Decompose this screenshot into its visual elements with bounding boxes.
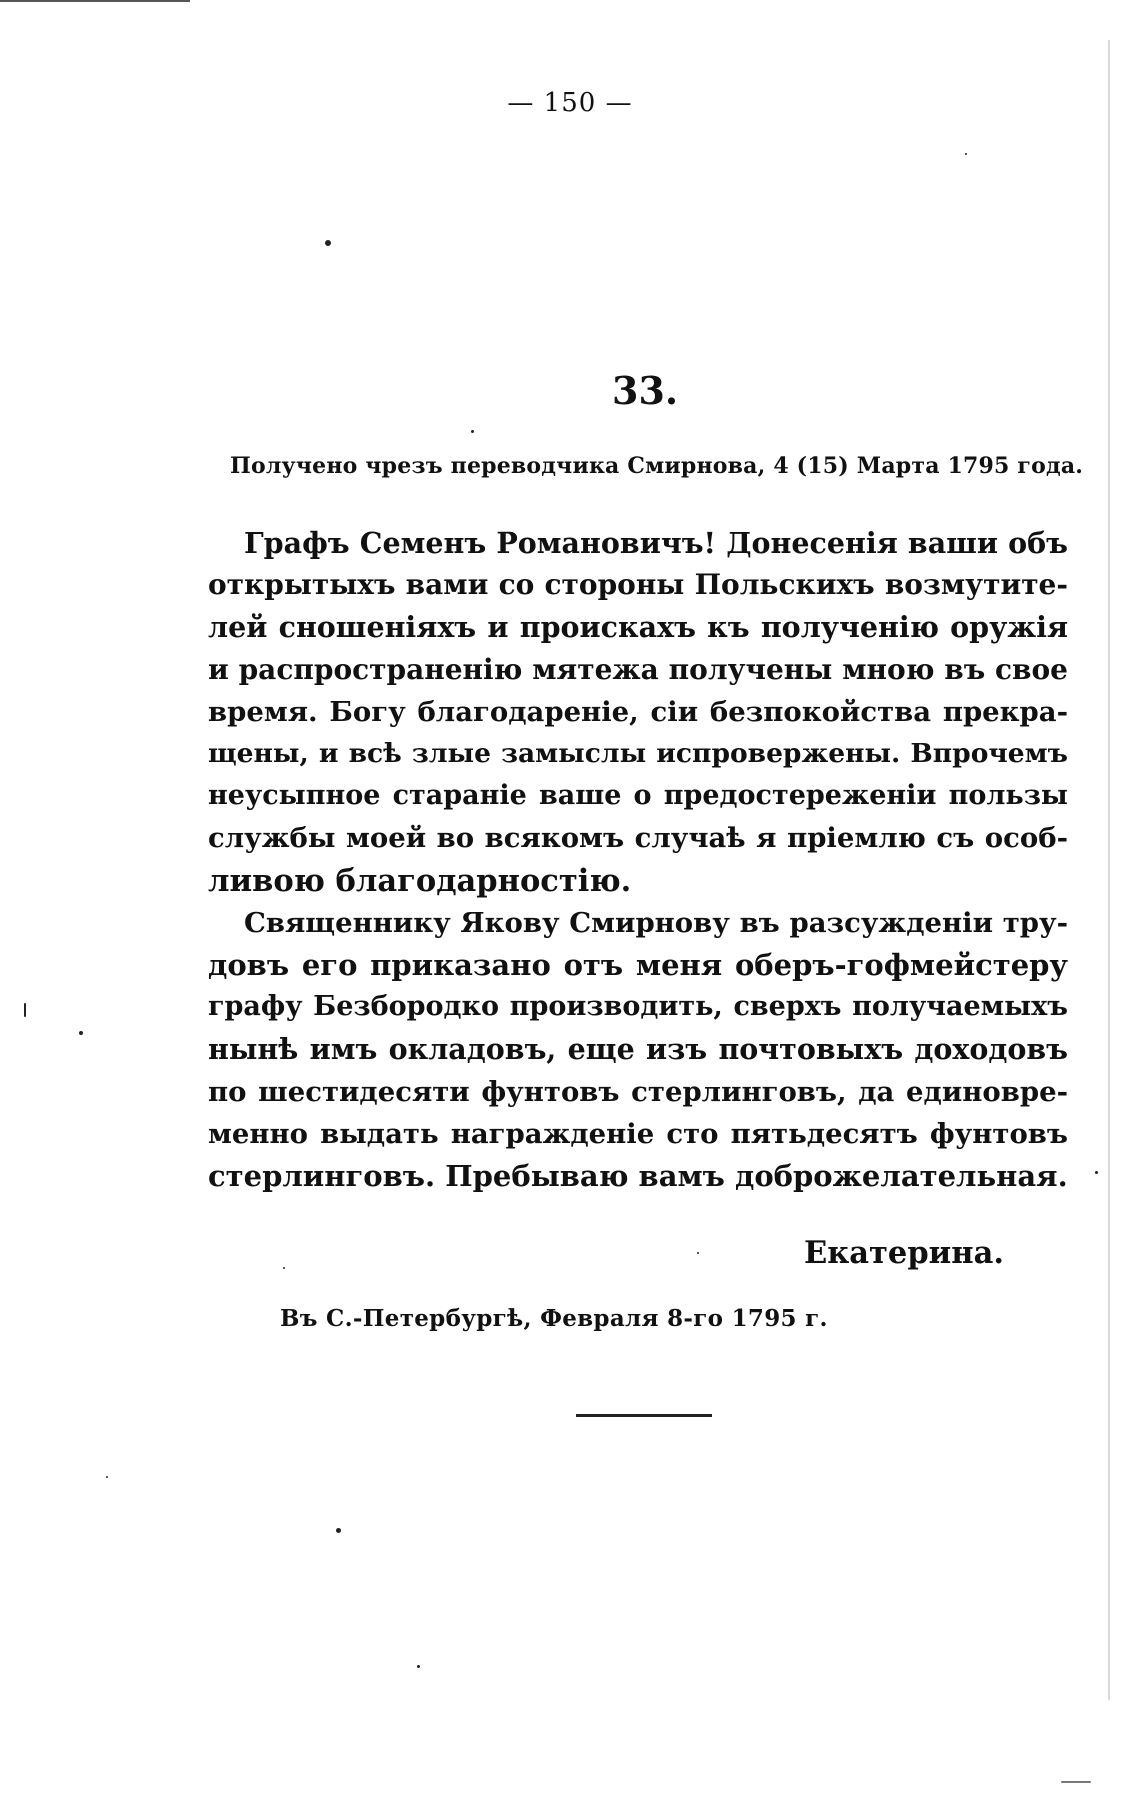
- body-line: по шестидесяти фунтовъ стерлинговъ, да единовре-: [208, 1075, 1068, 1108]
- body-line: лей сношеніяхъ и проискахъ къ полученію оружія: [208, 610, 1068, 645]
- body-line: стерлинговъ. Пребываю вамъ доброжелательная.: [208, 1159, 1068, 1194]
- letter-body: [208, 522, 1068, 1197]
- scan-gutter-line: [1108, 40, 1110, 1700]
- body-line: время. Богу благодареніе, сіи безпокойства прекра-: [208, 695, 1068, 728]
- body-line: открытыхъ вами со стороны Польскихъ возмутите-: [208, 568, 1068, 602]
- paragraph: [208, 902, 1068, 1197]
- scan-speck: [24, 1003, 26, 1017]
- body-line: неусыпное стараніе ваше о предостереженіи пользы: [208, 780, 1068, 812]
- body-line: Священнику Якову Смирнову въ разсужденіи тру-: [244, 906, 1068, 939]
- scan-speck: [965, 153, 967, 155]
- body-line: Графъ Семенъ Романовичъ! Донесенія ваши объ: [244, 526, 1068, 560]
- body-line: ливою благодарностію.: [208, 862, 632, 899]
- signature: Екатерина.: [804, 1235, 1004, 1271]
- body-line: и распространенію мятежа получены мною въ свое: [208, 652, 1068, 686]
- scan-speck: [336, 1528, 341, 1533]
- scan-speck: [1095, 1171, 1098, 1174]
- body-line: службы моей во всякомъ случаѣ я пріемлю съ особ-: [208, 822, 1068, 855]
- scan-edge-line: [0, 0, 190, 2]
- body-line: щены, и всѣ злые замыслы испровержены. Впрочемъ: [208, 738, 1068, 770]
- paragraph: [208, 522, 1068, 902]
- body-line: нынѣ имъ окладовъ, еще изъ почтовыхъ доходовъ: [208, 1032, 1068, 1067]
- scan-speck: [417, 1665, 420, 1668]
- body-line: менно выдать награжденіе сто пятьдесятъ фунтовъ: [208, 1117, 1068, 1150]
- body-line: графу Безбородко производить, сверхъ получаемыхъ: [208, 991, 1068, 1023]
- scan-speck: [471, 430, 474, 433]
- page-number: — 150 —: [507, 88, 633, 118]
- closing-rule: [576, 1414, 712, 1417]
- scan-speck: [1061, 1781, 1091, 1783]
- scan-speck: [79, 1031, 83, 1035]
- received-note: Получено чрезъ переводчика Смирнова, 4 (15) Марта 1795 года.: [230, 453, 1084, 479]
- place-date: Въ С.-Петербургѣ, Февраля 8-го 1795 г.: [280, 1305, 828, 1332]
- body-line: довъ его приказано отъ меня оберъ-гофмейстеру: [208, 948, 1068, 983]
- scan-speck: [106, 1476, 108, 1478]
- document-number: 33.: [612, 368, 679, 413]
- scan-speck: [325, 240, 331, 246]
